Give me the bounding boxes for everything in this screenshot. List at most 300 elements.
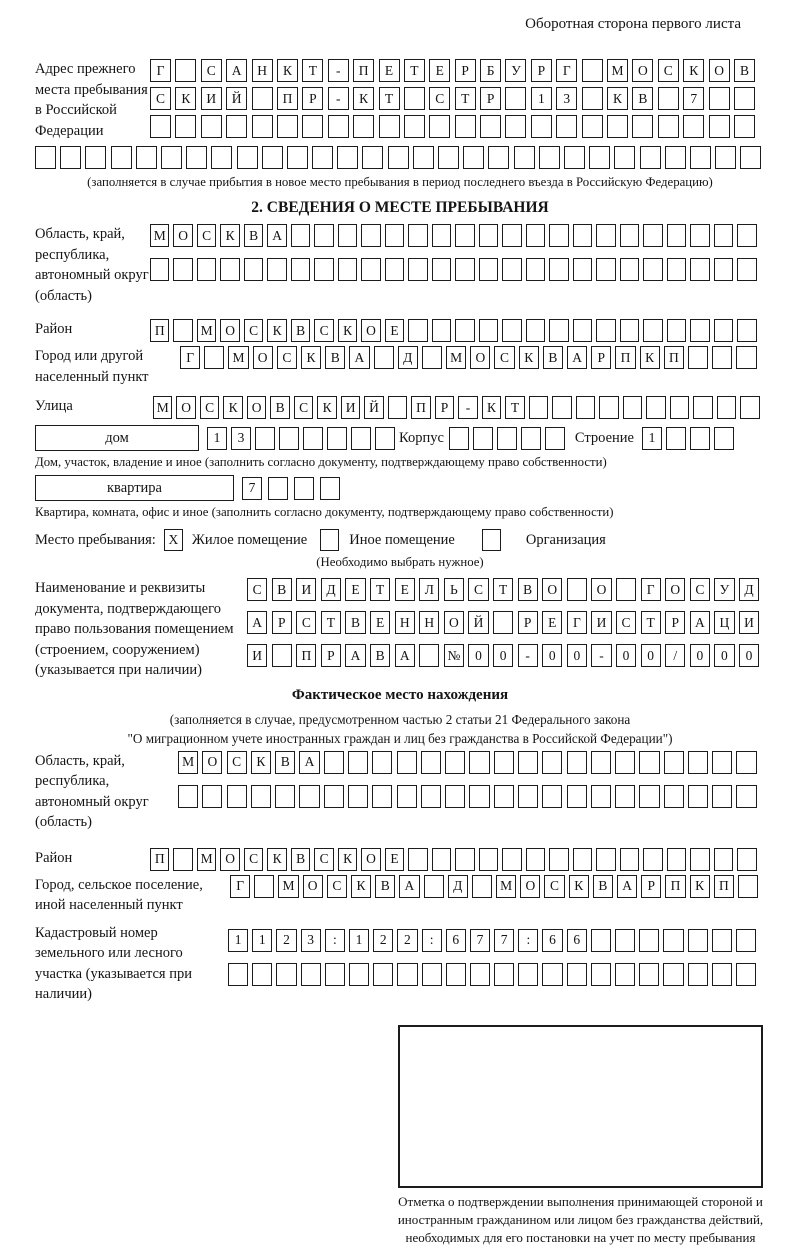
confirmation-stamp-box (398, 1025, 763, 1188)
char-cell: Т (455, 87, 476, 110)
char-cell (314, 258, 333, 281)
char-cell (573, 848, 592, 871)
char-cell: А (395, 644, 415, 667)
char-cell (529, 396, 548, 419)
char-cell: К (267, 319, 286, 342)
char-cell: 0 (690, 644, 710, 667)
prev-address-rows (150, 59, 759, 138)
cell-row (207, 427, 399, 450)
char-cell (736, 963, 756, 986)
char-cell (373, 963, 393, 986)
char-cell (567, 963, 587, 986)
char-cell (714, 319, 733, 342)
char-cell: М (197, 848, 216, 871)
prev-address-label: Адрес прежнего места пребывания в Российской Федерации (35, 61, 148, 139)
char-cell (262, 146, 283, 169)
char-cell: В (325, 346, 345, 369)
char-cell: И (296, 578, 316, 601)
char-cell (596, 848, 615, 871)
char-cell: М (153, 396, 172, 419)
char-cell (150, 115, 171, 138)
char-cell: О (202, 751, 222, 774)
char-cell: В (270, 396, 289, 419)
char-cell: Д (448, 875, 468, 898)
char-cell: О (632, 59, 653, 82)
char-cell: - (458, 396, 477, 419)
char-cell: / (665, 644, 685, 667)
char-cell (502, 224, 521, 247)
char-cell (737, 319, 756, 342)
char-cell (186, 146, 207, 169)
actual-location-note2: "О миграционном учете иностранных граждан и лиц без гражданства в Российской Федерации") (127, 730, 673, 746)
char-cell: В (375, 875, 395, 898)
char-cell (539, 146, 560, 169)
cadastre-rows (228, 929, 760, 986)
char-cell (374, 346, 394, 369)
char-cell (738, 875, 758, 898)
char-cell (643, 848, 662, 871)
char-cell (312, 146, 333, 169)
char-cell (712, 346, 732, 369)
char-cell: И (739, 611, 759, 634)
char-cell: К (683, 59, 704, 82)
char-cell (150, 258, 169, 281)
char-cell (596, 258, 615, 281)
char-cell (620, 848, 639, 871)
char-cell (455, 224, 474, 247)
char-cell (279, 427, 299, 450)
char-cell (643, 224, 662, 247)
char-cell: П (296, 644, 316, 667)
page-side-note: Оборотная сторона первого листа (525, 16, 741, 32)
cell-row (150, 87, 759, 110)
char-cell: П (664, 346, 684, 369)
char-cell: Р (455, 59, 476, 82)
char-cell: 6 (542, 929, 562, 952)
char-cell: Е (385, 848, 404, 871)
char-cell (268, 477, 288, 500)
stroenie-label: Строение (574, 429, 634, 446)
char-cell (227, 785, 247, 808)
char-cell: 7 (470, 929, 490, 952)
char-cell: Е (379, 59, 400, 82)
char-cell: Н (419, 611, 439, 634)
char-cell: 6 (567, 929, 587, 952)
char-cell: С (658, 59, 679, 82)
char-cell: С (200, 396, 219, 419)
char-cell (576, 396, 595, 419)
char-cell: О (361, 319, 380, 342)
char-cell: - (328, 87, 349, 110)
char-cell: Е (385, 319, 404, 342)
char-cell (639, 929, 659, 952)
char-cell: О (444, 611, 464, 634)
char-cell (173, 848, 192, 871)
char-cell (226, 115, 247, 138)
char-cell: П (277, 87, 298, 110)
char-cell: Т (379, 87, 400, 110)
char-cell (514, 146, 535, 169)
char-cell: И (247, 644, 267, 667)
char-cell: О (665, 578, 685, 601)
char-cell (564, 146, 585, 169)
char-cell: Ц (714, 611, 734, 634)
cell-row (247, 611, 763, 634)
char-cell (688, 785, 708, 808)
char-cell (320, 477, 340, 500)
char-cell (424, 875, 444, 898)
char-cell (272, 644, 292, 667)
char-cell: Ь (444, 578, 464, 601)
char-cell: Р (302, 87, 323, 110)
char-cell (607, 115, 628, 138)
char-cell (494, 751, 514, 774)
field-city (35, 346, 765, 387)
char-cell (408, 848, 427, 871)
char-cell: В (632, 87, 653, 110)
char-cell (632, 115, 653, 138)
char-cell: М (228, 346, 248, 369)
char-cell (136, 146, 157, 169)
char-cell: Т (404, 59, 425, 82)
char-cell (408, 258, 427, 281)
char-cell (614, 146, 635, 169)
char-cell (255, 427, 275, 450)
char-cell: Е (395, 578, 415, 601)
char-cell (717, 396, 736, 419)
cell-row (150, 59, 759, 82)
char-cell: П (665, 875, 685, 898)
char-cell: К (519, 346, 539, 369)
char-cell (542, 785, 562, 808)
char-cell: В (291, 848, 310, 871)
char-cell (404, 87, 425, 110)
char-cell: Г (230, 875, 250, 898)
char-cell (397, 751, 417, 774)
char-cell (421, 751, 441, 774)
cell-row (247, 578, 763, 601)
char-cell (531, 115, 552, 138)
char-cell (591, 785, 611, 808)
char-cell (204, 346, 224, 369)
char-cell: К (220, 224, 239, 247)
char-cell (690, 224, 709, 247)
char-cell (324, 751, 344, 774)
char-cell (469, 751, 489, 774)
char-cell (502, 319, 521, 342)
char-cell (432, 319, 451, 342)
char-cell (591, 929, 611, 952)
char-cell (688, 346, 708, 369)
char-cell: П (150, 319, 169, 342)
char-cell: С (227, 751, 247, 774)
char-cell (526, 258, 545, 281)
stay-type-note: (Необходимо выбрать нужное) (316, 555, 484, 569)
char-cell (455, 319, 474, 342)
char-cell (734, 87, 755, 110)
char-cell (455, 848, 474, 871)
char-cell: В (272, 578, 292, 601)
char-cell: М (607, 59, 628, 82)
char-cell (314, 224, 333, 247)
char-cell (361, 224, 380, 247)
char-cell (287, 146, 308, 169)
char-cell: М (178, 751, 198, 774)
checkbox-organization (482, 529, 501, 551)
char-cell (173, 258, 192, 281)
char-cell: О (220, 319, 239, 342)
char-cell: Д (739, 578, 759, 601)
char-cell (573, 319, 592, 342)
char-cell (667, 848, 686, 871)
char-cell: № (444, 644, 464, 667)
char-cell: 1 (252, 929, 272, 952)
char-cell (599, 396, 618, 419)
cell-row (150, 224, 761, 247)
char-cell (518, 963, 538, 986)
char-cell: Е (429, 59, 450, 82)
cell-row (180, 346, 761, 369)
stay-type-row (35, 529, 765, 551)
char-cell (690, 319, 709, 342)
cell-row (228, 963, 760, 986)
city-actual-label: Город, сельское поселение, иной населенный пункт (35, 876, 203, 913)
char-cell (404, 115, 425, 138)
cell-row (150, 319, 761, 342)
char-cell (385, 224, 404, 247)
char-cell: И (591, 611, 611, 634)
char-cell: К (317, 396, 336, 419)
prev-address-caption: (заполняется в случае прибытия в новое место пребывания в период последнего въезда в Российскую Федерацию) (87, 175, 713, 189)
char-cell: К (277, 59, 298, 82)
char-cell: С (314, 319, 333, 342)
char-cell: Н (252, 59, 273, 82)
char-cell (479, 319, 498, 342)
char-cell (479, 224, 498, 247)
char-cell (60, 146, 81, 169)
char-cell (690, 427, 710, 450)
char-cell: Б (480, 59, 501, 82)
char-cell (302, 115, 323, 138)
char-cell: К (301, 346, 321, 369)
char-cell (338, 258, 357, 281)
char-cell (737, 848, 756, 871)
char-cell (526, 848, 545, 871)
char-cell (422, 346, 442, 369)
char-cell (582, 87, 603, 110)
char-cell (197, 258, 216, 281)
char-cell: 0 (641, 644, 661, 667)
char-cell: М (446, 346, 466, 369)
char-cell: М (278, 875, 298, 898)
char-cell: Г (150, 59, 171, 82)
char-cell: 7 (494, 929, 514, 952)
char-cell: М (496, 875, 516, 898)
region-rows (150, 224, 761, 281)
char-cell: 6 (446, 929, 466, 952)
char-cell (178, 785, 198, 808)
char-cell: - (591, 644, 611, 667)
char-cell (413, 146, 434, 169)
char-cell (175, 59, 196, 82)
char-cell (348, 751, 368, 774)
option-other-premises-label: Иное помещение (349, 531, 455, 548)
char-cell (291, 258, 310, 281)
actual-location-title: Фактическое место нахождения (291, 686, 509, 703)
char-cell: К (482, 396, 501, 419)
char-cell (666, 427, 686, 450)
char-cell (526, 319, 545, 342)
char-cell: С (247, 578, 267, 601)
char-cell (596, 319, 615, 342)
char-cell: С (327, 875, 347, 898)
char-cell (469, 785, 489, 808)
char-cell (620, 224, 639, 247)
char-cell: Р (591, 346, 611, 369)
char-cell (372, 751, 392, 774)
char-cell (591, 963, 611, 986)
char-cell: Р (272, 611, 292, 634)
field-document (35, 578, 765, 681)
apartment-row (35, 475, 765, 501)
char-cell: 3 (231, 427, 251, 450)
char-cell (432, 848, 451, 871)
char-cell: Е (370, 611, 390, 634)
char-cell: А (226, 59, 247, 82)
char-cell (505, 115, 526, 138)
char-cell (712, 963, 732, 986)
char-cell: П (714, 875, 734, 898)
char-cell (397, 963, 417, 986)
char-cell (714, 224, 733, 247)
char-cell (667, 258, 686, 281)
field-region-actual (35, 751, 765, 833)
char-cell: 7 (242, 477, 262, 500)
char-cell (665, 146, 686, 169)
char-cell (175, 115, 196, 138)
char-cell (664, 751, 684, 774)
char-cell: С (616, 611, 636, 634)
char-cell (455, 258, 474, 281)
char-cell (640, 146, 661, 169)
char-cell (252, 87, 273, 110)
char-cell: И (201, 87, 222, 110)
char-cell: И (341, 396, 360, 419)
char-cell (361, 258, 380, 281)
char-cell (385, 258, 404, 281)
char-cell (85, 146, 106, 169)
char-cell: С (277, 346, 297, 369)
char-cell: О (709, 59, 730, 82)
char-cell (291, 224, 310, 247)
char-cell: Н (395, 611, 415, 634)
char-cell: Д (321, 578, 341, 601)
char-cell (494, 785, 514, 808)
char-cell (220, 258, 239, 281)
char-cell (582, 115, 603, 138)
apartment-caption: Квартира, комната, офис и иное (заполнить согласно документу, подтверждающему право собственности) (35, 505, 614, 519)
char-cell (591, 751, 611, 774)
char-cell: Р (518, 611, 538, 634)
char-cell (388, 396, 407, 419)
char-cell: К (267, 848, 286, 871)
char-cell: - (328, 59, 349, 82)
char-cell (567, 751, 587, 774)
korpus-label: Корпус (399, 429, 444, 446)
char-cell (712, 751, 732, 774)
char-cell: К (338, 319, 357, 342)
char-cell (228, 963, 248, 986)
char-cell: 0 (714, 644, 734, 667)
char-cell (549, 319, 568, 342)
district-actual-label: Район (35, 849, 73, 866)
char-cell (299, 785, 319, 808)
char-cell (502, 258, 521, 281)
char-cell (556, 115, 577, 138)
char-cell (211, 146, 232, 169)
char-cell (267, 258, 286, 281)
char-cell (301, 963, 321, 986)
char-cell (639, 751, 659, 774)
char-cell: В (543, 346, 563, 369)
char-cell: С (314, 848, 333, 871)
char-cell: 1 (642, 427, 662, 450)
checkbox-residential: X (164, 529, 183, 551)
char-cell: Р (321, 644, 341, 667)
cell-row (150, 258, 761, 281)
char-cell: В (370, 644, 390, 667)
char-cell (254, 875, 274, 898)
char-cell (573, 258, 592, 281)
char-cell (714, 427, 734, 450)
option-organization-label: Организация (525, 531, 606, 548)
char-cell (337, 146, 358, 169)
char-cell: А (299, 751, 319, 774)
char-cell: К (569, 875, 589, 898)
cell-row (449, 427, 569, 450)
char-cell (667, 224, 686, 247)
stamp-box-caption: Отметка о подтверждении выполнения принимающей стороной и иностранным гражданином или лицом без гражданства действий, необходимых для его постановки на учет по месту пребывания (397, 1193, 764, 1245)
char-cell: С (468, 578, 488, 601)
char-cell: С (197, 224, 216, 247)
char-cell (372, 785, 392, 808)
char-cell (463, 146, 484, 169)
char-cell (161, 146, 182, 169)
char-cell (639, 785, 659, 808)
house-row (35, 425, 765, 451)
char-cell (620, 319, 639, 342)
char-cell: У (505, 59, 526, 82)
char-cell: 1 (349, 929, 369, 952)
char-cell: Р (641, 875, 661, 898)
char-cell (294, 477, 314, 500)
char-cell (639, 963, 659, 986)
char-cell (328, 115, 349, 138)
char-cell: : (422, 929, 442, 952)
char-cell (479, 848, 498, 871)
char-cell (303, 427, 323, 450)
char-cell (493, 611, 513, 634)
apartment-box-label: квартира (35, 475, 234, 501)
char-cell: Г (567, 611, 587, 634)
region-actual-label: Область, край, республика, автономный округ (область) (35, 752, 149, 830)
cell-row (230, 875, 762, 898)
char-cell (445, 751, 465, 774)
char-cell (421, 785, 441, 808)
char-cell: К (353, 87, 374, 110)
char-cell (438, 146, 459, 169)
char-cell (737, 224, 756, 247)
